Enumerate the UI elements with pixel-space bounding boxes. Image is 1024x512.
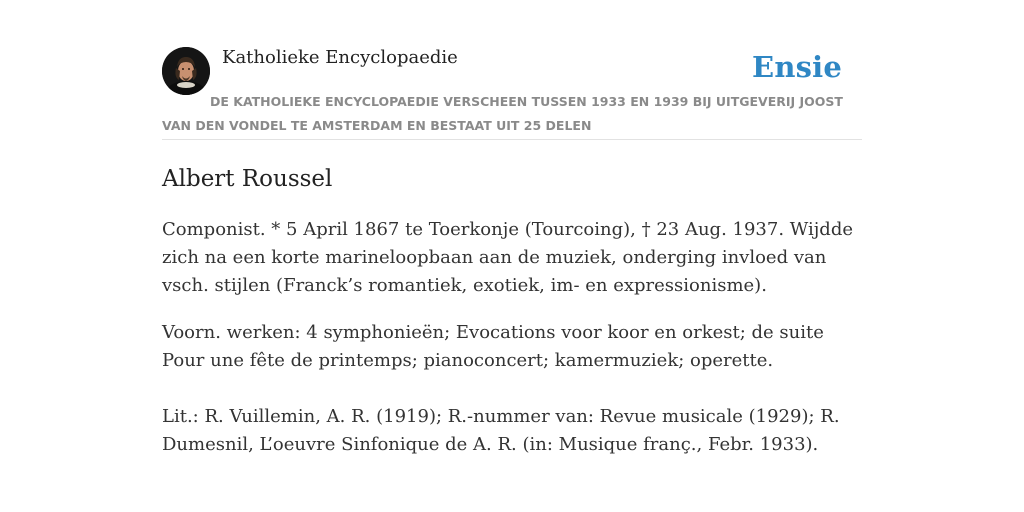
site-description: DE KATHOLIEKE ENCYCLOPAEDIE VERSCHEEN TUSSEN 1933 EN 1939 BIJ UITGEVERIJ JOOST VAN DEN VONDEL TE AMSTERDAM EN BESTAAT UIT 25 DELEN <box>162 94 843 133</box>
brand-logo[interactable]: Ensie <box>752 50 842 84</box>
article-paragraph: Componist. * 5 April 1867 te Toerkonje (Tourcoing), † 23 Aug. 1937. Wijdde zich na een korte marineloopbaan aan de muziek, onderging invloed van vsch. stijlen (Franck’s romantiek, exotiek, im- en expressionisme). <box>162 219 853 296</box>
portrait-avatar[interactable] <box>162 47 210 95</box>
header-divider <box>162 139 862 140</box>
portrait-icon <box>162 47 210 95</box>
article <box>162 164 862 455</box>
article-paragraph: Voorn. werken: 4 symphonieën; Evocations voor koor en orkest; de suite Pour une fête de printemps; pianoconcert; kamermuziek; operette. <box>162 322 824 371</box>
article-paragraph: Lit.: R. Vuillemin, A. R. (1919); R.-nummer van: Revue musicale (1929); R. Dumesnil, L’oeuvre Sinfonique de A. R. (in: Musique franç., Febr. 1933). <box>162 406 840 455</box>
article-title: Albert Roussel <box>162 166 333 192</box>
site-title[interactable]: Katholieke Encyclopaedie <box>222 47 458 68</box>
